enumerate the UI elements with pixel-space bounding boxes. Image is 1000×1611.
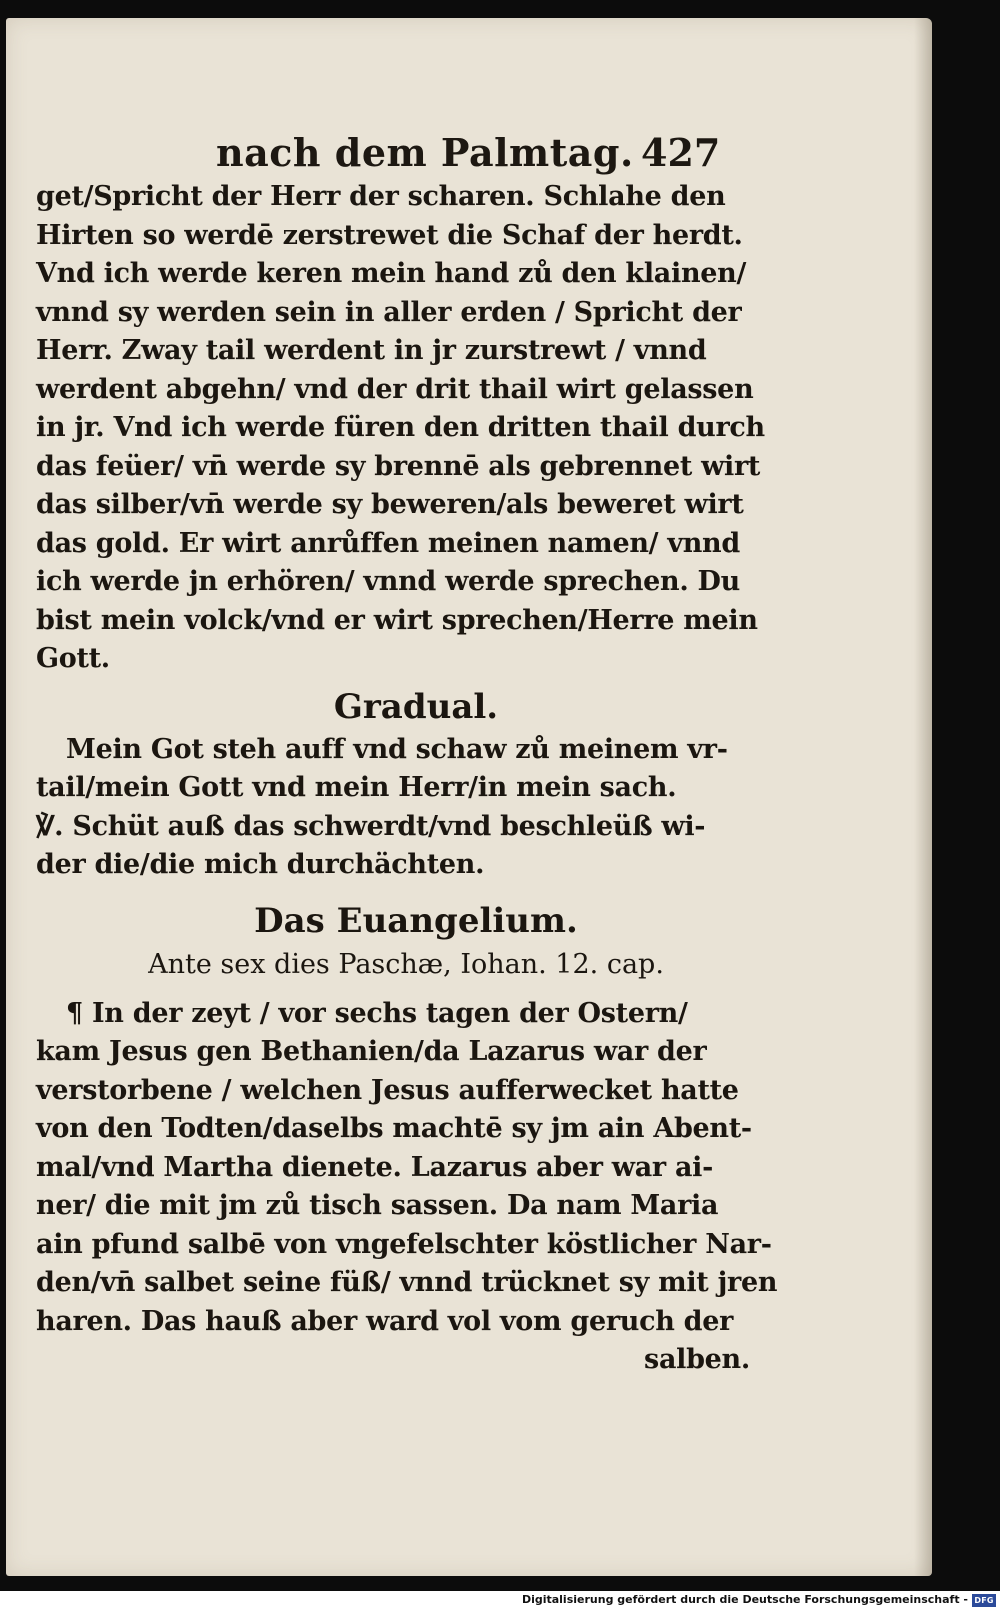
digitization-footer: [0, 1591, 1000, 1611]
text-line: vnnd sy werden sein in aller erden / Spricht der: [36, 296, 742, 328]
text-line: in jr. Vnd ich werde füren den dritten thail durch: [36, 412, 765, 443]
text-line: Hirten so werdē zerstrewet die Schaf der herdt.: [36, 219, 743, 251]
dfg-logo-icon: DFG: [972, 1594, 996, 1607]
text-line: get/Spricht der Herr der scharen. Schlahe den: [36, 181, 726, 212]
gradual-line: ℣. Schüt auß das schwerdt/vnd beschleüß wi-: [36, 810, 706, 842]
gradual-line: der die/die mich durchächten.: [36, 849, 485, 880]
page-edge-shadow: [914, 18, 932, 1576]
gospel-line: kam Jesus gen Bethanien/da Lazarus war der: [36, 1036, 707, 1067]
gospel-line: mal/vnd Martha dienete. Lazarus aber war ai-: [36, 1151, 714, 1183]
text-line: das gold. Er wirt anrůffen meinen namen/ vnnd: [36, 527, 740, 559]
gospel-line: ner/ die mit jm zů tisch sassen. Da nam Maria: [36, 1190, 719, 1221]
gospel-line: ¶ In der zeyt / vor sechs tagen der Ostern/: [66, 997, 688, 1029]
running-head: nach dem Palmtag.: [216, 130, 634, 175]
gradual-line: Mein Got steh auff vnd schaw zů meinem vr-: [66, 733, 728, 765]
gospel-line: den/vn̄ salbet seine füß/ vnnd trücknet sy mit jren: [36, 1267, 778, 1298]
page-number: 427: [641, 130, 721, 175]
gospel-subheading: Ante sex dies Paschæ, Iohan. 12. cap.: [148, 948, 664, 980]
gospel-line: haren. Das hauß aber ward vol vom geruch der: [36, 1305, 734, 1337]
text-line: das silber/vn̄ werde sy beweren/als beweret wirt: [36, 489, 744, 520]
text-line: Gott.: [36, 643, 110, 674]
gospel-line: verstorbene / welchen Jesus aufferwecket hatte: [36, 1074, 739, 1106]
page-header: [6, 130, 932, 184]
text-line: ich werde jn erhören/ vnnd werde sprechen. Du: [36, 566, 741, 597]
text-line: das feüer/ vn̄ werde sy brennē als gebrennet wirt: [36, 450, 761, 482]
gospel-line: ain pfund salbē von vngefelschter köstlicher Nar-: [36, 1228, 772, 1260]
text-line: Vnd ich werde keren mein hand zů den klainen/: [36, 258, 747, 289]
gradual-heading: Gradual.: [333, 686, 499, 727]
text-line: bist mein volck/vnd er wirt sprechen/Herre mein: [36, 604, 758, 636]
closing-word: salben.: [644, 1344, 750, 1375]
text-block: [36, 178, 778, 1380]
text-line: Herr. Zway tail werdent in jr zurstrewt / vnnd: [36, 335, 707, 366]
gospel-heading: Das Euangelium.: [254, 900, 578, 941]
text-line: werdent abgehn/ vnd der drit thail wirt gelassen: [36, 373, 754, 405]
gospel-line: von den Todten/daselbs machtē sy jm ain Abent-: [36, 1113, 752, 1144]
funding-credit: Digitalisierung gefördert durch die Deutsche Forschungsgemeinschaft -: [521, 1593, 968, 1606]
gradual-line: tail/mein Gott vnd mein Herr/in mein sach.: [36, 772, 677, 803]
book-page: [6, 18, 932, 1576]
